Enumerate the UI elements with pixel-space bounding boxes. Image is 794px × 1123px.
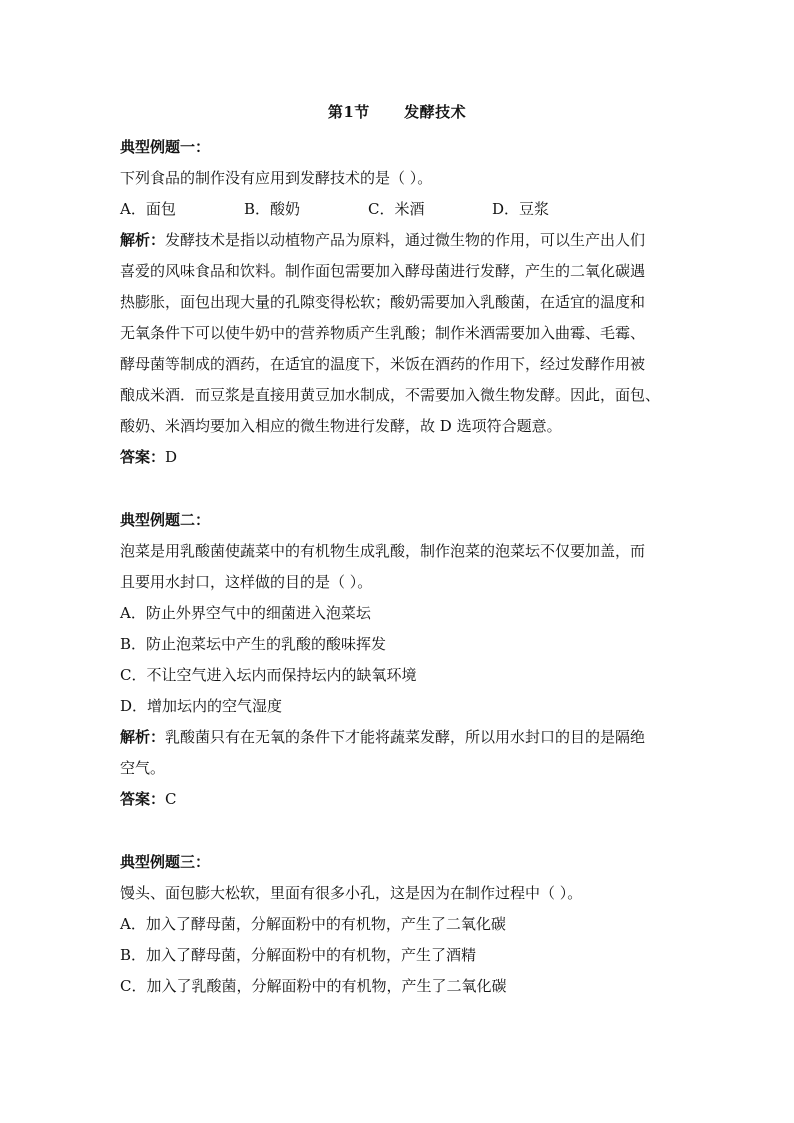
- example-1-heading: 典型例题一：: [120, 138, 211, 156]
- example-3-heading: 典型例题三：: [120, 853, 211, 871]
- example-1-option-c: C．米酒: [368, 200, 425, 218]
- example-1-question: 下列食品的制作没有应用到发酵技术的是（ ）。: [120, 169, 433, 187]
- example-1-analysis-line-6: 酿成米酒．而豆浆是直接用黄豆加水制成，不需要加入微生物发酵。因此，面包、: [120, 386, 661, 404]
- example-2-answer-value: C: [165, 790, 177, 808]
- example-1: [120, 132, 674, 473]
- example-3: [120, 847, 674, 1002]
- example-2-analysis-line-2: 空气。: [120, 759, 166, 777]
- example-1-option-a: A．面包: [120, 200, 176, 218]
- example-1-answer: [120, 442, 674, 473]
- example-2-analysis-label: 解析：: [120, 728, 166, 746]
- example-3-question: 馒头、面包膨大松软，里面有很多小孔，这是因为在制作过程中（ ）。: [120, 884, 583, 902]
- example-1-answer-value: D: [165, 448, 178, 466]
- example-1-analysis-line-1: [120, 225, 674, 256]
- example-1-option-d: D．豆浆: [492, 200, 550, 218]
- example-2-analysis-line-1: [120, 722, 674, 753]
- example-2-option-a: A．防止外界空气中的细菌进入泡菜坛: [120, 604, 371, 622]
- example-2: [120, 505, 674, 815]
- example-2-question-line-2: 且要用水封口，这样做的目的是（ ）。: [120, 573, 373, 591]
- example-2-question-line-1: 泡菜是用乳酸菌使蔬菜中的有机物生成乳酸，制作泡菜的泡菜坛不仅要加盖，而: [120, 542, 646, 560]
- example-1-analysis-text-1: 发酵技术是指以动植物产品为原料，通过微生物的作用，可以生产出人们: [165, 231, 646, 249]
- example-1-analysis-line-2: 喜爱的风味食品和饮料。制作面包需要加入酵母菌进行发酵，产生的二氧化碳遇: [120, 262, 646, 280]
- example-3-option-a: A．加入了酵母菌，分解面粉中的有机物，产生了二氧化碳: [120, 915, 506, 933]
- example-3-option-c: C．加入了乳酸菌，分解面粉中的有机物，产生了二氧化碳: [120, 977, 507, 995]
- example-2-answer: [120, 784, 674, 815]
- example-1-analysis-line-3: 热膨胀，面包出现大量的孔隙变得松软；酸奶需要加入乳酸菌，在适宜的温度和: [120, 293, 646, 311]
- example-2-heading: 典型例题二：: [120, 511, 211, 529]
- example-2-analysis-text-1: 乳酸菌只有在无氧的条件下才能将蔬菜发酵，所以用水封口的目的是隔绝: [165, 728, 646, 746]
- example-1-options: [120, 194, 674, 225]
- example-1-answer-label: 答案：: [120, 448, 166, 466]
- example-1-analysis-line-7: 酸奶、米酒均要加入相应的微生物进行发酵，故 D 选项符合题意。: [120, 417, 562, 435]
- example-1-analysis-line-4: 无氧条件下可以使牛奶中的营养物质产生乳酸；制作米酒需要加入曲霉、毛霉、: [120, 324, 646, 342]
- example-2-option-d: D．增加坛内的空气湿度: [120, 697, 283, 715]
- example-2-answer-label: 答案：: [120, 790, 166, 808]
- example-1-analysis-line-5: 酵母菌等制成的酒药，在适宜的温度下，米饭在酒药的作用下，经过发酵作用被: [120, 355, 646, 373]
- page-title: 第1节 发酵技术: [327, 103, 467, 121]
- example-2-option-c: C．不让空气进入坛内而保持坛内的缺氧环境: [120, 666, 417, 684]
- example-3-option-b: B．加入了酵母菌，分解面粉中的有机物，产生了酒精: [120, 946, 477, 964]
- example-2-option-b: B．防止泡菜坛中产生的乳酸的酸味挥发: [120, 635, 387, 653]
- example-1-option-b: B．酸奶: [244, 200, 301, 218]
- example-1-analysis-label: 解析：: [120, 231, 166, 249]
